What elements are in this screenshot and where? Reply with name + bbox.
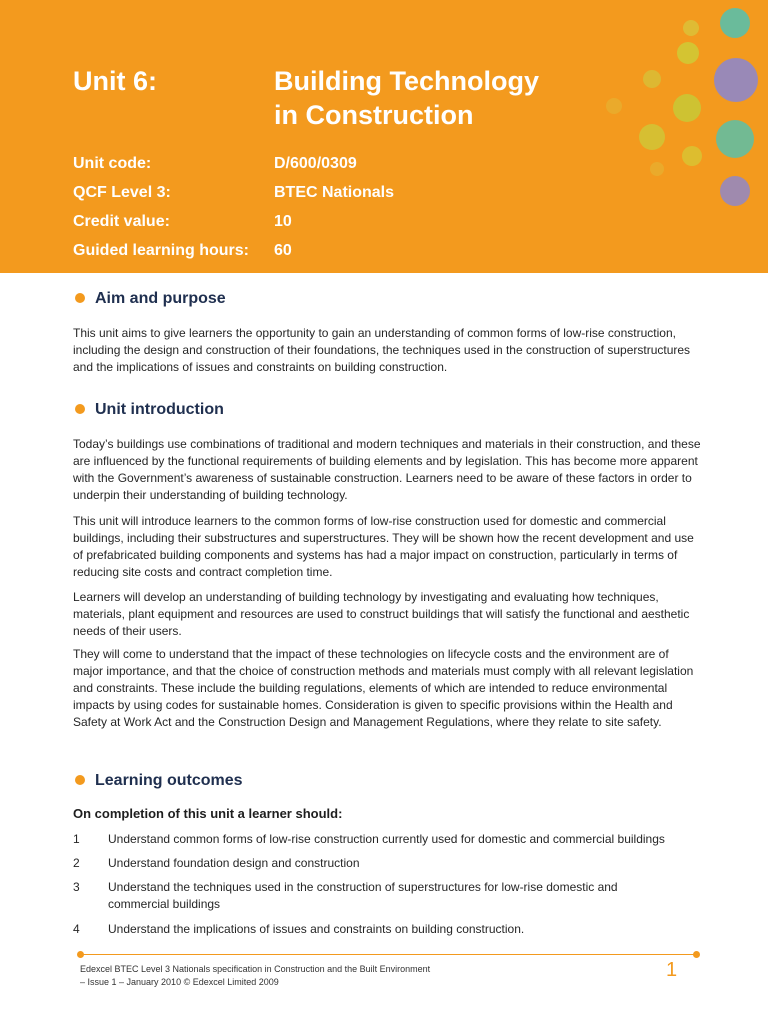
unit-title-line2: in Construction bbox=[274, 100, 474, 130]
decorative-dot bbox=[716, 120, 754, 158]
bullet-icon bbox=[75, 293, 85, 303]
introduction-paragraph: This unit will introduce learners to the common forms of low-rise construction used for domestic and commercial buildings, including their substructures and superstructures. They will be shown how the recent development and use of prefabricated building components and systems has had a major impact on construction, particularly in terms of reducing site costs and contract completion time. bbox=[73, 514, 694, 579]
decorative-dot bbox=[639, 124, 665, 150]
bullet-icon bbox=[75, 775, 85, 785]
list-item bbox=[73, 831, 703, 848]
outcome-text: Understand common forms of low-rise construction currently used for domestic and commercial buildings bbox=[108, 832, 665, 846]
decorative-dot bbox=[683, 20, 699, 36]
footer-line1: Edexcel BTEC Level 3 Nationals specification in Construction and the Built Environment bbox=[80, 964, 431, 974]
footer-line2: – Issue 1 – January 2010 © Edexcel Limited 2009 bbox=[80, 977, 279, 987]
aim-heading bbox=[75, 289, 226, 309]
outcome-number: 1 bbox=[73, 832, 80, 846]
decorative-dot bbox=[720, 176, 750, 206]
outcome-text: Understand the implications of issues and constraints on building construction. bbox=[108, 922, 525, 936]
list-item bbox=[73, 921, 703, 938]
meta-key: QCF Level 3: bbox=[73, 184, 171, 201]
meta-value: BTEC Nationals bbox=[274, 184, 395, 201]
unit-title bbox=[274, 64, 604, 132]
unit-number: Unit 6: bbox=[73, 66, 157, 96]
aim-text: This unit aims to give learners the opportunity to gain an understanding of common forms of low-rise construction, including the design and construction of their foundations, the techniques used in the construction of superstructures and the implications of issues and constraints on building construction. bbox=[73, 326, 691, 374]
footer-text bbox=[80, 963, 500, 989]
meta-value: 10 bbox=[274, 213, 292, 230]
list-item bbox=[73, 879, 673, 913]
outcomes-lead: On completion of this unit a learner should: bbox=[73, 806, 343, 821]
bullet-icon bbox=[75, 404, 85, 414]
aim-heading-text: Aim and purpose bbox=[95, 290, 226, 307]
outcome-number: 2 bbox=[73, 856, 80, 870]
outcome-number: 4 bbox=[73, 922, 80, 936]
list-item bbox=[73, 855, 703, 872]
decorative-dot bbox=[606, 98, 622, 114]
unit-title-line1: Building Technology bbox=[274, 66, 539, 96]
decorative-dot bbox=[714, 58, 758, 102]
meta-key: Credit value: bbox=[73, 213, 170, 230]
footer-divider bbox=[80, 954, 697, 955]
decorative-dot bbox=[720, 8, 750, 38]
introduction-heading bbox=[75, 400, 224, 420]
decorative-dot bbox=[682, 146, 702, 166]
meta-key: Unit code: bbox=[73, 155, 152, 172]
introduction-paragraph: Today’s buildings use combinations of traditional and modern techniques and materials in their construction, and these are influenced by the functional requirements of building elements and by legislation. This has become more apparent with the Government’s awareness of sustainable construction. Learners need to be aware of these factors in order to underpin their understanding of building technology. bbox=[73, 437, 701, 502]
decorative-dot bbox=[673, 94, 701, 122]
introduction-heading-text: Unit introduction bbox=[95, 401, 224, 418]
outcomes-heading-text: Learning outcomes bbox=[95, 772, 243, 789]
decorative-dot bbox=[643, 70, 661, 88]
divider-end-dot bbox=[77, 951, 84, 958]
outcome-number: 3 bbox=[73, 880, 80, 894]
outcome-text: Understand foundation design and construction bbox=[108, 856, 360, 870]
introduction-paragraph: They will come to understand that the impact of these technologies on lifecycle costs and the environment are of major importance, and that the choice of construction methods and materials must comply with all relevant legislation and constraints. These include the building regulations, elements of which are intended to reduce environmental impacts by using codes for sustainable homes. Consideration is given to specific provisions within the Health and Safety at Work Act and the Construction Design and Management Regulations, where they relate to site safety. bbox=[73, 647, 694, 729]
introduction-paragraph: Learners will develop an understanding of building technology by investigating and evaluating how techniques, materials, plant equipment and resources are used to construct buildings that will satisfy the functional and aesthetic needs of their users. bbox=[73, 590, 690, 638]
page-number: 1 bbox=[666, 959, 678, 981]
outcome-text: Understand the techniques used in the construction of superstructures for low-rise domestic and commercial buildings bbox=[108, 880, 618, 911]
unit-header-band bbox=[0, 0, 768, 273]
divider-end-dot bbox=[693, 951, 700, 958]
outcomes-heading bbox=[75, 771, 243, 791]
meta-value: 60 bbox=[274, 242, 292, 259]
decorative-dot bbox=[677, 42, 699, 64]
decorative-dot bbox=[650, 162, 664, 176]
meta-value: D/600/0309 bbox=[274, 155, 357, 172]
meta-key: Guided learning hours: bbox=[73, 242, 250, 259]
